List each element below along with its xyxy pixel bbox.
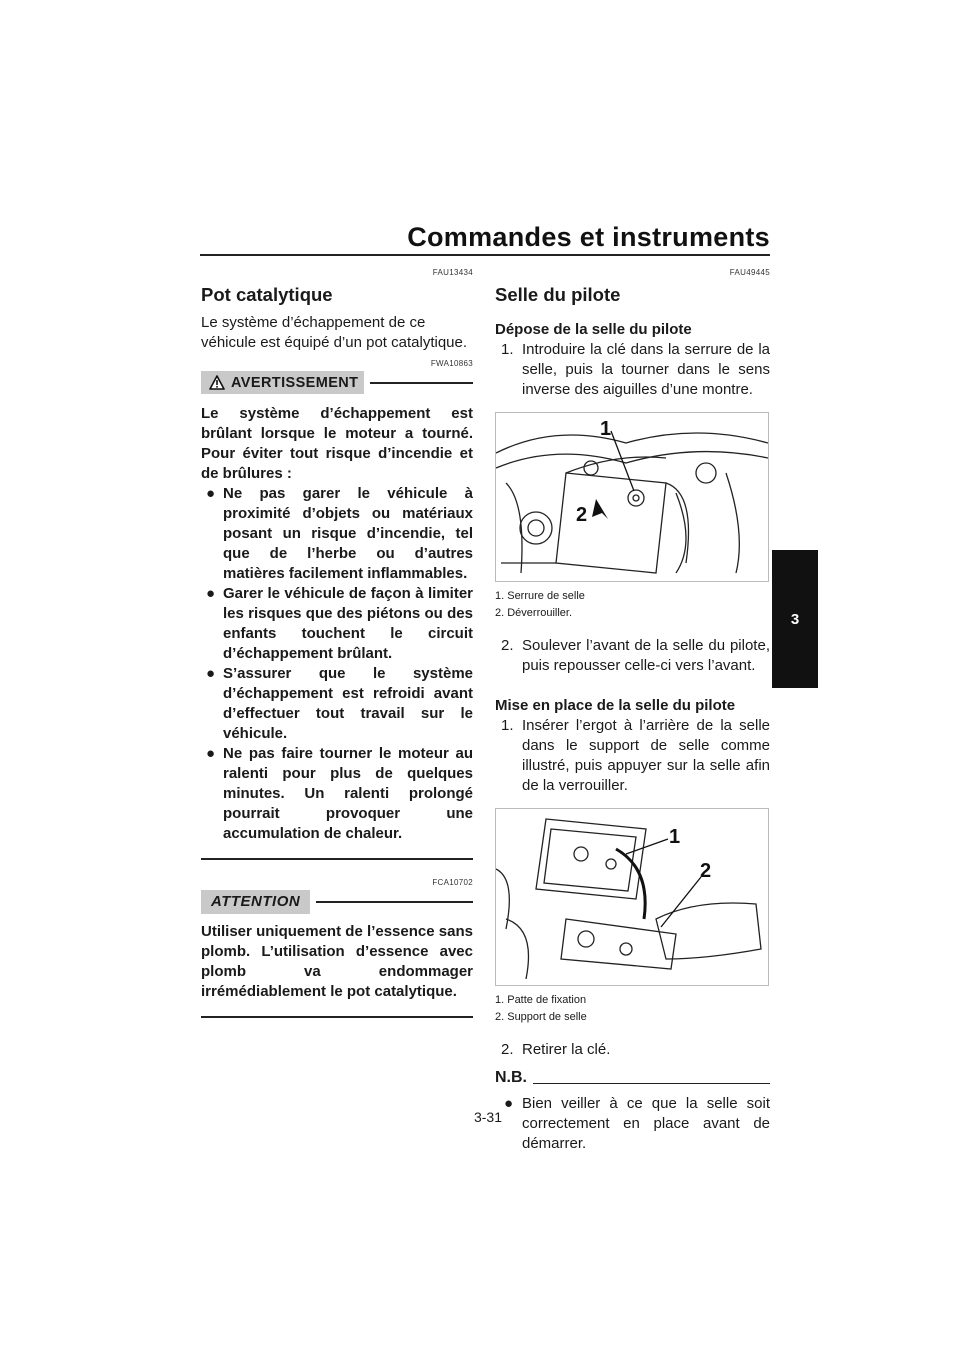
subheading-installation: Mise en place de la selle du pilote xyxy=(495,697,736,714)
list-item: ● S’assurer que le système d’échappement est refroidi avant d’effectuer tout travail sur le véhicule. xyxy=(206,665,473,742)
intro-paragraph: Le système d’échappement de ce véhicule est équipé d’un pot catalytique. xyxy=(201,314,468,351)
warning-badge xyxy=(201,371,364,394)
warning-code: FWA10863 xyxy=(430,359,473,368)
bullet-icon: ● xyxy=(206,745,216,762)
section-heading-catalytic: Pot catalytique xyxy=(201,284,333,305)
title-rule xyxy=(200,254,770,256)
page-title: Commandes et instruments xyxy=(407,222,770,252)
attention-text: Utiliser uniquement de l’essence sans plomb. L’utilisation d’essence avec plomb va endommager irrémédiablement le pot catalytique. xyxy=(201,923,473,1000)
list-item: ● Ne pas faire tourner le moteur au ralenti pour plus de quelques minutes. Un ralenti prolongé pourrait provoquer une accumulation de chaleur. xyxy=(206,745,473,842)
figure-legend-2: 1. Patte de fixation 2. Support de selle xyxy=(495,994,587,1023)
callout-1: 1 xyxy=(669,826,681,848)
page-number: 3-31 xyxy=(473,1109,503,1125)
attention-badge: ATTENTION xyxy=(201,890,310,914)
callout-2: 2 xyxy=(576,504,588,526)
right-column xyxy=(495,268,770,1154)
attention-code: FCA10702 xyxy=(432,878,473,887)
list-item: ● Bien veiller à ce que la selle soit correctement en place avant de démarrer. xyxy=(504,1095,770,1152)
section-heading-seat: Selle du pilote xyxy=(495,284,621,305)
warning-label: AVERTISSEMENT xyxy=(231,374,359,391)
warning-header xyxy=(201,371,473,394)
warning-end-rule xyxy=(201,858,473,860)
note-rule xyxy=(533,1083,770,1084)
step-2-installation: 2. Retirer la clé. xyxy=(501,1041,611,1058)
bullet-icon: ● xyxy=(206,485,216,502)
warning-list xyxy=(201,484,473,844)
bullet-icon: ● xyxy=(504,1095,514,1112)
subheading-removal: Dépose de la selle du pilote xyxy=(495,321,692,338)
callout-2: 2 xyxy=(700,860,712,882)
note-list xyxy=(495,1094,770,1154)
seat-bracket-illustration xyxy=(496,809,768,985)
figure-seat-lock xyxy=(495,412,769,582)
seat-lock-illustration xyxy=(496,413,768,581)
section-code: FAU49445 xyxy=(729,268,770,277)
step-number: 1. xyxy=(501,341,514,358)
step-1-installation: 1. Insérer l’ergot à l’arrière de la selle dans le support de selle comme illustré, puis appuyer sur la selle afin de la verrouiller. xyxy=(501,717,770,794)
note-header xyxy=(495,1068,770,1088)
bullet-icon: ● xyxy=(206,665,216,682)
attention-rule xyxy=(316,901,473,903)
list-item: ● Garer le véhicule de façon à limiter les risques que des piétons ou des enfants touchent le circuit d’échappement brûlant. xyxy=(206,585,473,662)
chapter-tab[interactable]: 3 xyxy=(772,550,818,688)
list-item: ● Ne pas garer le véhicule à proximité d’objets ou matériaux posant un risque d’incendie, tel que de l’herbe ou d’autres matières facilement inflammables. xyxy=(206,485,473,582)
left-column xyxy=(201,268,473,1018)
step-2-removal: 2. Soulever l’avant de la selle du pilote, puis repousser celle-ci vers l’avant. xyxy=(501,637,770,674)
section-code: FAU13434 xyxy=(432,268,473,277)
callout-1: 1 xyxy=(600,418,612,440)
warning-text: Le système d’échappement est brûlant lorsque le moteur a tourné. Pour éviter tout risque d’incendie et de brûlures : xyxy=(201,405,473,482)
step-number: 2. xyxy=(501,637,514,654)
attention-header xyxy=(201,890,473,914)
warning-rule xyxy=(370,382,473,384)
step-number: 2. xyxy=(501,1041,514,1058)
figure-seat-bracket xyxy=(495,808,769,986)
figure-legend-1: 1. Serrure de selle 2. Déverrouiller. xyxy=(495,590,585,619)
warning-triangle-icon xyxy=(209,375,225,390)
bullet-icon: ● xyxy=(206,585,216,602)
step-number: 1. xyxy=(501,717,514,734)
step-1-removal: 1. Introduire la clé dans la serrure de la selle, puis la tourner dans le sens inverse des aiguilles d’une montre. xyxy=(501,341,770,398)
attention-end-rule xyxy=(201,1016,473,1018)
arrow-icon xyxy=(592,499,608,519)
note-label: N.B. xyxy=(495,1069,527,1086)
